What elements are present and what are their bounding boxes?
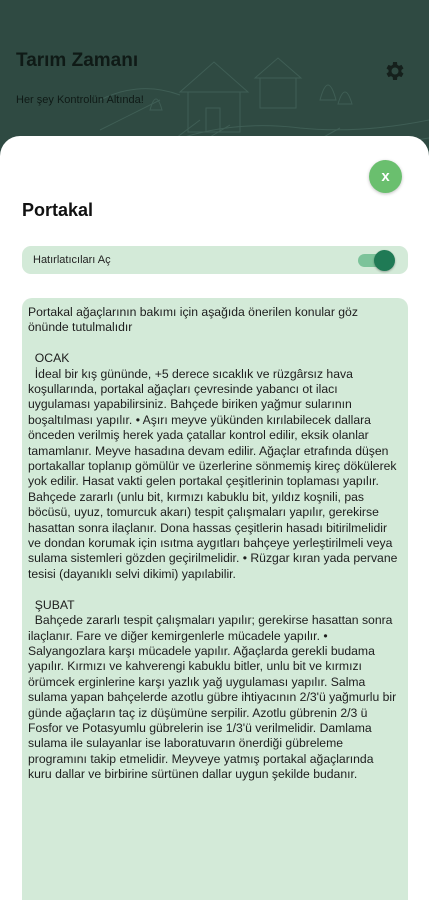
spacer — [28, 336, 400, 351]
section-body-subat: Bahçede zararlı tespit çalışmaları yapılır; gerekirse hasattan sonra ilaçlanır. Fare ve diğer kemirgenlerle mücadele yapılır. • Salyangozlara karşı mücadele yapılır. Ağaçlarda gerekli budama yapılır. Kırmızı ve kahverengi kabuklu bitler, unlu bit ve kırmızı örümcek erginlerine karşı yazlık yağ uygulaması yapılır. Salma sulama yapan bahçelerde azotlu gübre ihtiyacının 2/3'ü yağmurlu bir günde ağaçların taç iz düşümüne serpilir. Azotlu gübrenin 2/3 ü Fosfor ve Potasyumlu gübrelerin ise 1/3'ü verilmelidir. Damlama sulama ile sulayanlar ise laboratuvarın önerdiği gübreleme programını takip etmelidir. Meyveye yatmış portakal ağaçlarında kuru dallar ve birbirine sürtünen dallar uygun şekilde budanır. — [28, 613, 400, 782]
reminder-label: Hatırlatıcıları Aç — [33, 254, 111, 266]
app-subtitle: Her şey Kontrolün Altında! — [16, 94, 144, 106]
section-heading-subat: ŞUBAT — [28, 597, 75, 612]
toggle-thumb — [374, 250, 395, 271]
section-body-ocak: İdeal bir kış gününde, +5 derece sıcaklık ve rüzgârsız hava koşullarında, portakal ağaçları çevresinde yabancı ot ilacı uygulaması yapabilirsiniz. Bahçede biriken yağmur sularının boşaltılması yapılır. • Aşırı meyve yükünden kırılabilecek dallara önceden verilmiş herek yada çatallar kontrol edilir, eksik olanlar tamamlanır. Meyve hasadına devam edilir. Ağaçlar etrafında düşen portakallar toplanıp gömülür ve üzerlerine sönmemiş kireç dökülerek yok edilir. Hasat vakti gelen portakal çeşitlerinin toplaması yapılır. Bahçede zararlı (unlu bit, kırmızı kabuklu bit, yıldız koşnili, pas böcüsü, uyuz, tomurcuk akarı) tespit çalışmaları yapılır, gerekirse hasattan sonra ilaçlanır. Dona hassas çeşitlerin hasadı bitirilmelidir ve dondan korumak için ısıtma aygıtları bahçeye yerleştirilmeli veya sulama sistemleri gözden geçirilmelidir. • Rüzgar kıran yada pervane tesisi (dayanıklı selvi dikimi) yapılabilir. — [28, 366, 401, 581]
section-heading-ocak: OCAK — [28, 351, 70, 366]
app-title: Tarım Zamanı — [16, 50, 139, 71]
sheet-title: Portakal — [22, 200, 94, 220]
close-button[interactable]: x — [369, 160, 402, 193]
intro-paragraph: Portakal ağaçlarının bakımı için aşağıda önerilen konular göz önünde tutulmalıdır — [28, 305, 362, 335]
bottom-sheet — [0, 136, 429, 900]
reminder-setting-row — [22, 246, 408, 274]
gear-icon — [382, 59, 406, 83]
care-guide-content[interactable] — [22, 298, 408, 900]
reminder-toggle[interactable] — [358, 250, 394, 270]
spacer — [28, 582, 400, 597]
care-guide-text — [22, 298, 408, 783]
settings-button[interactable] — [381, 58, 407, 84]
